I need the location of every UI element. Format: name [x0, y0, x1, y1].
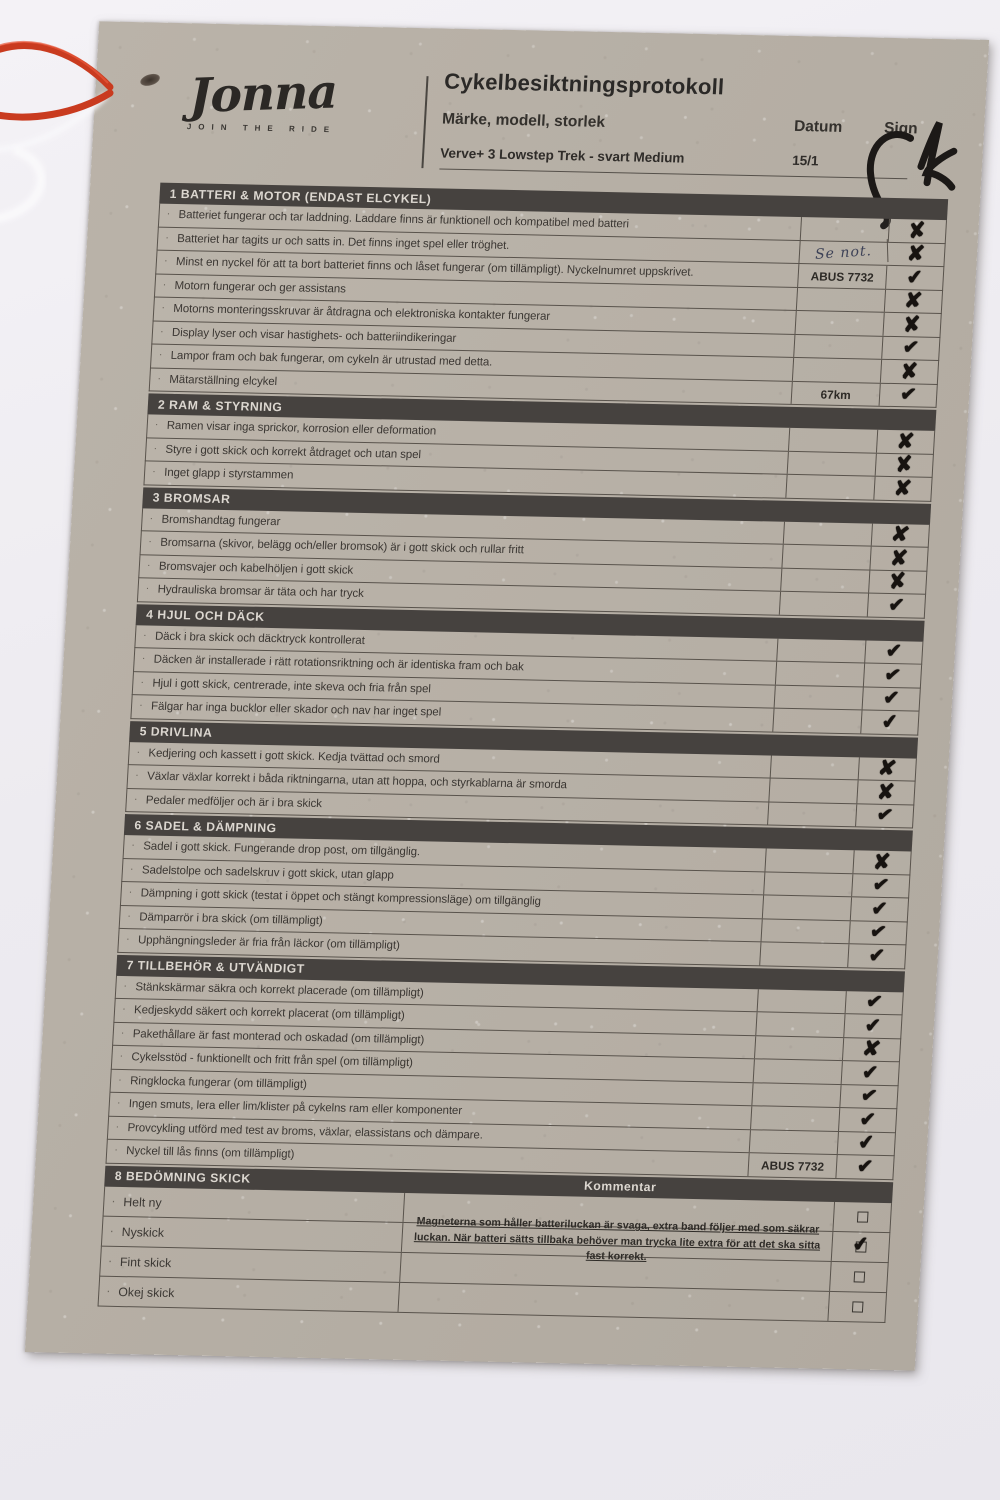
row-check-cell [859, 757, 916, 781]
handwritten-check-mark: ✔ [861, 1062, 879, 1084]
row-description: · Ingen smuts, lera eller lim/klister på cykelns ram eller komponenter [109, 1093, 752, 1129]
handwritten-check-mark: ✔ [887, 594, 906, 617]
row-check-cell [863, 687, 920, 711]
row-check-cell [885, 289, 942, 313]
inspection-protocol-sheet [25, 21, 989, 1370]
handwritten-check-mark: ✘ [894, 452, 914, 478]
handwritten-check-mark: ✘ [896, 429, 916, 454]
row-check-cell [881, 360, 938, 384]
row-check-cell [838, 1132, 895, 1156]
row-check-cell [889, 219, 946, 243]
row-check-cell [840, 1085, 897, 1109]
row-description: · Lampor fram och bak fungerar, om cykeln är utrustad med detta. [151, 344, 794, 380]
handwritten-check-mark: ✔ [856, 1156, 874, 1178]
handwritten-check-mark: ✔ [851, 1233, 870, 1257]
row-check-cell [842, 1061, 899, 1085]
handwritten-check-mark: ✔ [871, 898, 888, 920]
row-value [752, 1083, 841, 1107]
handwritten-check-mark: ✔ [864, 991, 884, 1014]
handwritten-check-mark: ✘ [873, 850, 892, 874]
white-cord [0, 95, 106, 150]
row-description: · Provcykling utförd med test av broms, växlar, elassistans och dämpare. [108, 1116, 751, 1152]
handwritten-check-mark: ✔ [868, 921, 888, 945]
row-description: · Mätarställning elcykel [150, 368, 793, 404]
row-check-cell [874, 477, 931, 501]
row-value [801, 217, 890, 241]
row-check-cell [857, 780, 914, 804]
row-description: · Bromsvajer och kabelhöljen i gott skick [139, 555, 782, 591]
row-description: · Hydrauliska bromsar är täta och har tryck [138, 578, 781, 614]
row-value [765, 848, 854, 872]
row-check-cell [870, 547, 927, 571]
row-value [782, 545, 871, 569]
row-value [784, 521, 873, 545]
row-description: · Kedjering och kassett i gott skick. Kedja tvättad och smord [129, 742, 772, 778]
row-value [793, 358, 882, 382]
handwritten-check-mark: ✘ [903, 289, 924, 314]
row-description: · Sadelstolpe och sadelskruv i gott skick, utan glapp [122, 859, 765, 895]
handwritten-check-mark: ✔ [901, 337, 920, 360]
row-description: · Batteriet har tagits ur och satts in. Det finns inget spel eller tröghet. [158, 227, 801, 263]
handwritten-check-mark: ✔ [885, 641, 903, 663]
row-description: · Bromsarna (skivor, belägg och/eller bromsok) är i gott skick och rullar fritt [141, 531, 784, 567]
row-value [786, 475, 875, 499]
assessment-checkbox [853, 1271, 865, 1282]
handwritten-check-mark: ✘ [907, 218, 927, 244]
handwritten-check-mark: ✔ [859, 1109, 877, 1131]
row-value: ABUS 7732 [798, 264, 887, 288]
assessment-label: · Fint skick [100, 1246, 402, 1281]
section-header: 4 HJUL OCH DÄCK [136, 604, 925, 641]
row-value [763, 895, 852, 919]
assessment-label: · Helt ny [104, 1186, 406, 1221]
form-header [90, 21, 989, 199]
row-check-cell [846, 991, 903, 1015]
section-header: 2 RAM & STYRNING [147, 393, 936, 430]
row-description: · Stänkskärmar säkra och korrekt placerade (om tillämpligt) [116, 975, 759, 1011]
row-check-cell [852, 874, 909, 898]
row-description: · Ringklocka fungerar (om tillämpligt) [111, 1069, 754, 1105]
row-check-cell [869, 570, 926, 594]
row-check-cell [886, 266, 943, 290]
handwritten-check-mark: ✘ [893, 476, 913, 501]
row-value [775, 685, 864, 709]
row-check-cell [861, 710, 918, 734]
handwritten-check-mark: ✔ [868, 945, 886, 967]
header-divider [421, 76, 428, 168]
row-check-cell [887, 242, 944, 266]
row-value [751, 1106, 840, 1130]
row-value [769, 779, 858, 803]
row-check-cell [880, 383, 937, 407]
checklist [98, 183, 949, 1323]
row-value [771, 755, 860, 779]
row-value [789, 428, 878, 452]
row-value [796, 311, 885, 335]
row-value [794, 334, 883, 358]
row-description: · Nyckel till lås finns (om tillämpligt) [107, 1140, 750, 1176]
row-description: · Bromshandtag fungerar [142, 508, 785, 544]
row-check-cell [851, 897, 908, 921]
row-value [780, 592, 869, 616]
row-description: · Dämpning i gott skick (testat i öppet och stängt kompressionsläge) om tillgänglig [121, 882, 764, 918]
model-field-label: Märke, modell, storlek [441, 110, 606, 131]
row-check-cell [836, 1155, 893, 1179]
row-value [754, 1059, 843, 1083]
row-description: · Fälgar har inga bucklor eller skador och nav har inget spel [131, 695, 774, 731]
row-check-cell [884, 313, 941, 337]
row-check-cell [844, 1014, 901, 1038]
row-value [750, 1130, 839, 1154]
handwritten-check-mark: ✘ [906, 242, 926, 267]
assessment-checkbox [856, 1211, 868, 1222]
assessment-title: 8 BEDÖMNING SKICK [114, 1168, 251, 1186]
row-check-cell [839, 1108, 896, 1132]
row-value [760, 942, 849, 966]
row-description: · Display lyser och visar hastighets- och batteriindikeringar [152, 321, 795, 357]
row-description: · Styre i gott skick och korrekt åtdraget och utan spel [146, 438, 789, 474]
row-description: · Motorns monteringsskruvar är åtdragna och elektroniska kontakter fungerar [154, 298, 797, 334]
section-header: 1 BATTERI & MOTOR (ENDAST ELCYKEL) [159, 183, 948, 220]
row-value [797, 288, 886, 312]
row-check-cell [850, 921, 907, 945]
date-value: 15/1 [791, 152, 819, 169]
handwritten-note: Se not. [800, 239, 889, 267]
handwritten-check-mark: ✘ [876, 780, 896, 804]
header-rule [439, 168, 907, 179]
row-description: · Hjul i gott skick, centrerade, inte skeva och fria från spel [133, 672, 776, 708]
handwritten-check-mark: ✔ [906, 266, 924, 289]
handwritten-check-mark: ✘ [889, 522, 912, 548]
handwritten-check-mark: ✔ [882, 663, 903, 687]
red-cord-highlight [0, 42, 108, 83]
assessment-check-cell [828, 1291, 886, 1321]
row-value: 67km [792, 381, 881, 405]
assessment-label: · Okej skick [99, 1276, 401, 1311]
row-description: · Kedjeskydd säkert och korrekt placerat (om tillämpligt) [114, 999, 757, 1035]
row-description: · Upphängningsleder är fria från läckor (om tillämpligt) [118, 929, 761, 965]
assessment-check-cell [833, 1201, 891, 1231]
date-field-label: Datum [793, 117, 843, 136]
row-value [777, 638, 866, 662]
assessment-check-cell [832, 1231, 890, 1261]
row-value [768, 802, 857, 826]
section-header: 3 BROMSAR [142, 487, 931, 524]
handwritten-check-mark: ✔ [859, 1084, 879, 1108]
row-description: · Växlar växlar korrekt i båda riktningarna, utan att hoppa, och styrkablarna är smorda [128, 765, 771, 801]
row-check-cell [877, 430, 934, 454]
logo-wordmark: Jonna [189, 64, 338, 125]
row-value [756, 1012, 845, 1036]
row-description: · Motorn fungerar och ger assistans [155, 274, 798, 310]
handwritten-check-mark: ✔ [871, 874, 891, 898]
row-description: · Ramen visar inga sprickor, korrosion eller deformation [147, 414, 790, 450]
row-check-cell [853, 850, 910, 874]
handwritten-check-mark: ✔ [857, 1132, 875, 1155]
row-value [755, 1036, 844, 1060]
row-value [764, 872, 853, 896]
row-description: · Cykelsstöd - funktionellt och fritt från spel (om tillämpligt) [112, 1046, 755, 1082]
row-check-cell [876, 453, 933, 477]
assessment-label: · Nyskick [102, 1216, 404, 1251]
row-value [758, 989, 847, 1013]
handwritten-check-mark: ✔ [898, 383, 918, 407]
row-value [773, 709, 862, 733]
row-description: · Däck i bra skick och däcktryck kontrollerat [135, 625, 778, 661]
row-check-cell [872, 523, 929, 547]
row-description: · Dämparrör i bra skick (om tillämpligt) [120, 905, 763, 941]
handwritten-check-mark: ✘ [900, 359, 919, 384]
model-value: Verve+ 3 Lowstep Trek - svart Medium [439, 145, 685, 166]
sign-field-label: Sign [883, 119, 919, 138]
handwritten-check-mark: ✘ [889, 546, 909, 571]
jonna-logo [131, 64, 395, 135]
handwritten-check-mark: ✔ [874, 804, 895, 828]
row-description: · Batteriet fungerar och tar laddning. Laddare finns är funktionell och kompatibel med batteri [159, 204, 802, 240]
row-description: · Däcken är installerade i rätt rotationsriktning och är identiska fram och bak [134, 648, 777, 684]
logo-tagline: JOIN THE RIDE [186, 122, 337, 135]
row-check-cell [864, 663, 921, 687]
row-value [762, 919, 851, 943]
handwritten-check-mark: ✘ [902, 312, 922, 337]
row-value [781, 568, 870, 592]
assessment-comment: Magneterna som håller batteriluckan är svaga, extra band följer med som säkrar luckan. När batteri sätts tillbaka behöver man trycka lite extra för att det ska sitta fast korrekt. [402, 1222, 834, 1260]
handwritten-check-mark: ✘ [876, 756, 898, 782]
form-title: Cykelbesiktningsprotokoll [443, 68, 725, 100]
section-header: 7 TILLBEHÖR & UTVÄNDIGT [116, 954, 905, 991]
row-check-cell [865, 640, 922, 664]
section-header: 5 DRIVLINA [129, 721, 918, 758]
section-header: 6 SADEL & DÄMPNING [124, 814, 913, 851]
row-description: · Minst en nyckel för att ta bort batteriet finns och låset fungerar (om tillämpligt). Nyckelnumret uppskrivet. [156, 251, 799, 287]
assessment-checkbox [851, 1301, 863, 1312]
row-value [788, 451, 877, 475]
handwritten-check-mark: ✘ [861, 1036, 883, 1062]
handwritten-check-mark: ✔ [882, 688, 900, 710]
row-check-cell [882, 336, 939, 360]
row-description: · Sadel i gott skick. Fungerande drop post, om tillgänglig. [124, 835, 767, 871]
row-value: ABUS 7732 [748, 1153, 837, 1177]
row-description: · Pakethållare är fast monterad och oskadad (om tillämpligt) [113, 1022, 756, 1058]
row-check-cell [856, 804, 913, 828]
row-description: · Inget glapp i styrstammen [145, 461, 788, 497]
assessment-check-cell [830, 1261, 888, 1291]
white-cord-loop [0, 150, 41, 220]
red-cord-upper-strand [0, 46, 110, 87]
handwritten-check-mark: ✔ [881, 711, 899, 734]
row-check-cell [868, 594, 925, 618]
handwritten-check-mark: ✔ [864, 1015, 882, 1037]
row-check-cell [848, 944, 905, 968]
comment-column-header: Kommentar [583, 1178, 657, 1195]
row-value [776, 662, 865, 686]
handwritten-check-mark: ✘ [888, 569, 908, 595]
row-description: · Pedaler medföljer och är i bra skick [126, 789, 769, 825]
row-check-cell [843, 1038, 900, 1062]
